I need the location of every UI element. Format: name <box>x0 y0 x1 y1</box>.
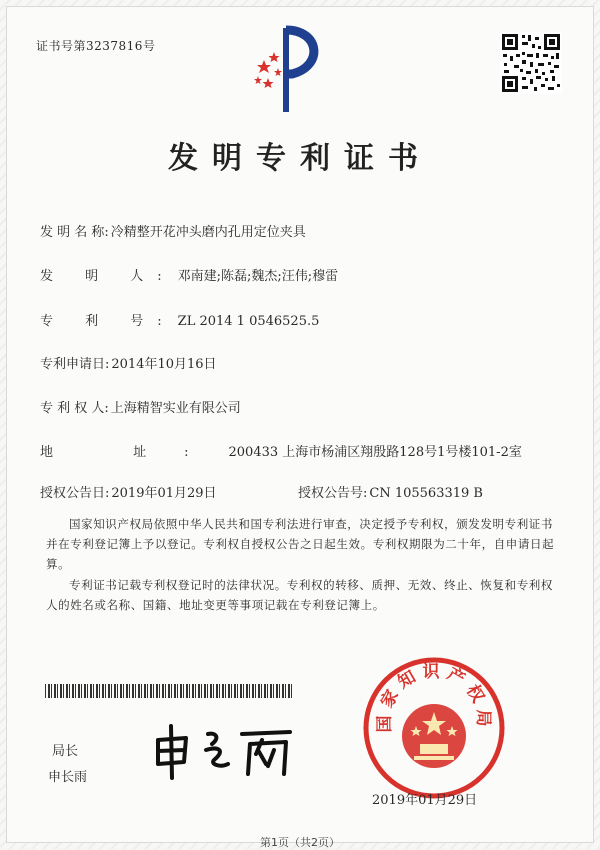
patent-number-label: 专 利 号: <box>40 314 176 329</box>
barcode <box>45 684 293 698</box>
grant-date-label: 授权公告日: <box>40 486 110 501</box>
invention-name-value: 冷精整开花冲头磨内孔用定位夹具 <box>110 225 306 240</box>
signatory-name: 申长雨 <box>48 770 88 785</box>
qr-code-icon[interactable] <box>500 32 562 94</box>
seal-date: 2019年01月29日 <box>372 793 478 808</box>
certificate-title: 发明专利证书 <box>168 141 432 176</box>
seal-text: 国家知识产权局 <box>374 661 494 733</box>
invention-name-label: 发 明 名 称: <box>40 225 109 240</box>
address-label: 地 址: <box>40 445 227 460</box>
patentee-row <box>40 397 241 416</box>
inventors-label: 发 明 人: <box>40 269 176 284</box>
cnipa-logo-icon <box>252 24 326 116</box>
legal-status-paragraph: 专利证书记载专利权登记时的法律状况。专利权的转移、质押、无效、终止、恢复和专利权人的姓名或名称、国籍、地址变更等事项记载在专利登记簿上。 <box>46 578 553 612</box>
address-value: 200433 上海市杨浦区翔殷路128号1号楼101-2室 <box>228 445 522 460</box>
certificate-number: 证书号第3237816号 <box>36 39 156 53</box>
handwritten-signature <box>150 720 300 782</box>
inventors-value: 邓南建;陈磊;魏杰;汪伟;穆雷 <box>177 269 339 284</box>
filing-date-row <box>40 353 217 372</box>
patentee-label: 专 利 权 人: <box>40 401 109 416</box>
grant-statement-paragraph: 国家知识产权局依照中华人民共和国专利法进行审查，决定授予专利权，颁发发明专利证书并在专利登记簿上予以登记。专利权自授权公告之日起生效。专利权期限为二十年，自申请日起算。 <box>46 517 555 571</box>
patent-number-value: ZL 2014 1 0546525.5 <box>177 314 320 329</box>
filing-date-label: 专利申请日: <box>40 357 110 372</box>
inventors-row <box>40 265 338 284</box>
grant-date-value: 2019年01月29日 <box>111 486 217 501</box>
address-row <box>40 441 522 460</box>
invention-name-row <box>40 221 306 240</box>
grant-pub-no-value: CN 105563319 B <box>369 486 483 501</box>
patentee-value: 上海精智实业有限公司 <box>110 401 241 416</box>
patent-number-row <box>40 310 319 329</box>
filing-date-value: 2014年10月16日 <box>111 357 217 372</box>
grant-date-row <box>40 482 217 501</box>
grant-pub-no-row <box>298 482 483 501</box>
official-seal <box>362 656 506 800</box>
page-footer: 第1页（共2页） <box>260 836 340 849</box>
signatory-title: 局长 <box>52 744 79 759</box>
grant-pub-no-label: 授权公告号: <box>298 486 368 501</box>
